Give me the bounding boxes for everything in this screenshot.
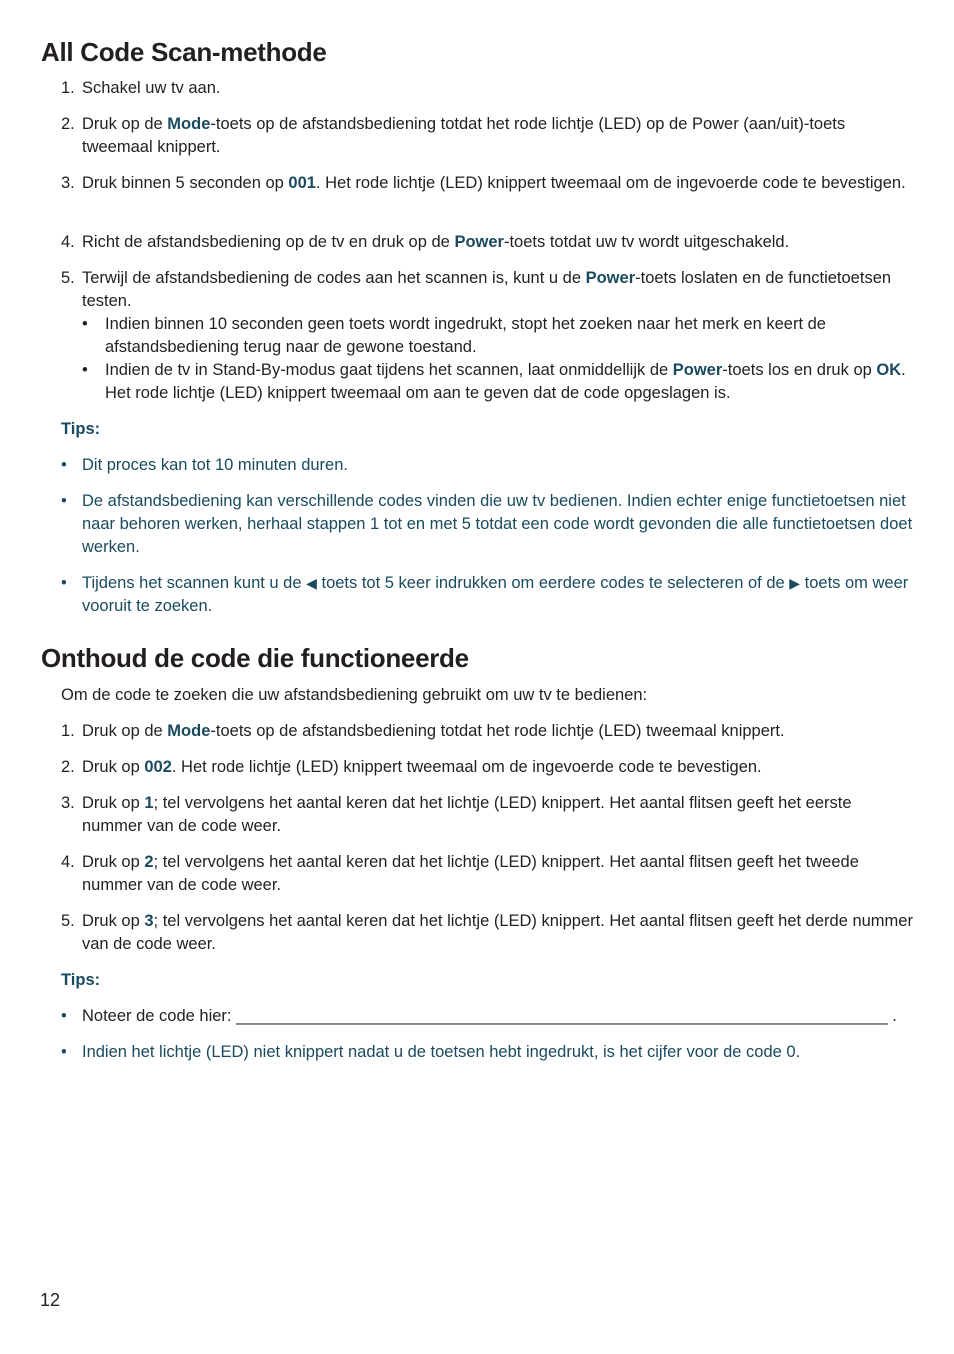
section-title-remember: Onthoud de code die functioneerde — [41, 643, 469, 673]
substep-text: Indien binnen 10 seconden geen toets wordt ingedrukt, stopt het zoeken naar het merk en keert de afstandsbediening terug naar de gewone toestand. — [105, 315, 826, 356]
tip-text: Dit proces kan tot 10 minuten duren. — [82, 456, 348, 474]
key-label: Mode — [167, 722, 211, 740]
step-text: . Het rode lichtje (LED) knippert tweemaal om de ingevoerde code te bevestigen. — [315, 174, 906, 192]
tip-item — [61, 490, 913, 572]
step-text: -toets loslaten en de functietoetsen testen. — [82, 269, 892, 310]
list-item — [61, 172, 913, 231]
step-text: Druk op de — [82, 722, 168, 740]
step-text: Druk op — [82, 853, 145, 871]
step-number: 2. — [61, 115, 75, 133]
tip-text: . — [887, 1007, 897, 1025]
tip-text: Indien het lichtje (LED) niet knippert nadat u de toetsen hebt ingedrukt, is het cijfer voor de code 0. — [82, 1043, 801, 1061]
bullet: • — [82, 361, 88, 379]
tip-item — [61, 1005, 913, 1041]
tip-item — [61, 454, 913, 490]
step-text: -toets op de afstandsbediening totdat het rode lichtje (LED) op de Power (aan/uit)-toets tweemaal knippert. — [82, 115, 846, 156]
key-label: 001 — [288, 174, 316, 192]
code-note-label: Noteer de code hier: — [82, 1007, 237, 1025]
bullet: • — [61, 492, 67, 510]
step-number: 1. — [61, 722, 75, 740]
list-item — [61, 910, 913, 969]
step-text: Terwijl de afstandsbediening de codes aan het scannen is, kunt u de — [82, 269, 586, 287]
list-item — [61, 720, 913, 756]
remember-steps-list — [61, 684, 913, 1064]
substep-text: -toets los en druk op — [722, 361, 877, 379]
list-item — [61, 231, 913, 267]
list-item — [61, 792, 913, 851]
key-label: Power — [454, 233, 504, 251]
step-text: Richt de afstandsbediening op de tv en druk op de — [82, 233, 455, 251]
key-label: 1 — [144, 794, 154, 812]
list-item — [61, 113, 913, 172]
bullet: • — [61, 1007, 67, 1025]
step-text: ; tel vervolgens het aantal keren dat het lichtje (LED) knippert. Het aantal flitsen geeft het derde nummer van de code weer. — [82, 912, 913, 953]
bullet: • — [61, 456, 67, 474]
scan-steps-list — [61, 77, 913, 405]
step-number: 5. — [61, 912, 75, 930]
key-label: OK — [876, 361, 902, 379]
key-label: Mode — [167, 115, 211, 133]
step-text: ; tel vervolgens het aantal keren dat het lichtje (LED) knippert. Het aantal flitsen geeft het eerste nummer van de code weer. — [82, 794, 852, 835]
step-text: Schakel uw tv aan. — [82, 79, 221, 97]
code-write-line: _______________________________________________________________________ — [236, 1007, 888, 1025]
section-title-scan: All Code Scan-methode — [41, 37, 327, 67]
step-text: Druk op de — [82, 115, 168, 133]
bullet: • — [61, 574, 67, 592]
step-text: Druk op — [82, 794, 145, 812]
page-number: 12 — [40, 1290, 61, 1310]
scan-tips — [61, 418, 913, 618]
sub-list-item — [61, 313, 913, 359]
step-text: . Het rode lichtje (LED) knippert tweemaal om de ingevoerde code te bevestigen. — [171, 758, 762, 776]
key-label: Power — [585, 269, 636, 287]
tip-item — [61, 1041, 913, 1064]
substep-text: Indien de tv in Stand-By-modus gaat tijdens het scannen, laat onmiddellijk de — [105, 361, 673, 379]
tips-heading: Tips: — [61, 420, 101, 438]
tip-text: toets tot 5 keer indrukken om eerdere codes te selecteren of de — [316, 574, 790, 592]
tip-text: toets om weer vooruit te zoeken. — [82, 574, 909, 615]
sub-list-item — [61, 359, 913, 405]
step-text: ; tel vervolgens het aantal keren dat het lichtje (LED) knippert. Het aantal flitsen geeft het tweede nummer van de code weer. — [82, 853, 859, 894]
step-number: 5. — [61, 269, 75, 287]
step-text: -toets op de afstandsbediening totdat het rode lichtje (LED) tweemaal knippert. — [210, 722, 785, 740]
key-label: Power — [672, 361, 723, 379]
tip-item — [61, 572, 913, 618]
tip-text: Tijdens het scannen kunt u de — [82, 574, 307, 592]
step-text: Druk binnen 5 seconden op — [82, 174, 289, 192]
step-number: 2. — [61, 758, 75, 776]
bullet: • — [82, 315, 88, 333]
tips-heading: Tips: — [61, 971, 101, 989]
key-label: 3 — [144, 912, 154, 930]
intro-text: Om de code te zoeken die uw afstandsbediening gebruikt om uw tv te bedienen: — [61, 686, 648, 704]
right-arrow-icon: ▶ — [789, 575, 801, 591]
step-number: 4. — [61, 853, 75, 871]
step-number: 4. — [61, 233, 75, 251]
key-label: 002 — [144, 758, 172, 776]
substep-text: . Het rode lichtje (LED) knippert tweemaal om aan te geven dat de code opgeslagen is. — [105, 361, 906, 402]
key-label: 2 — [144, 853, 154, 871]
bullet: • — [61, 1043, 67, 1061]
step-text: -toets totdat uw tv wordt uitgeschakeld. — [503, 233, 790, 251]
list-item — [61, 267, 913, 313]
step-text: Druk op — [82, 912, 145, 930]
list-item — [61, 851, 913, 910]
list-item — [61, 756, 913, 792]
tip-text: De afstandsbediening kan verschillende codes vinden die uw tv bedienen. Indien echter enige functietoetsen niet naar behoren werken, herhaal stappen 1 tot en met 5 totdat een code wordt gevonden die alle functietoetsen doet werken. — [82, 492, 913, 556]
list-item — [61, 77, 913, 113]
step-number: 1. — [61, 79, 75, 97]
step-number: 3. — [61, 794, 75, 812]
step-number: 3. — [61, 174, 75, 192]
left-arrow-icon: ◀ — [306, 575, 317, 591]
step-text: Druk op — [82, 758, 145, 776]
